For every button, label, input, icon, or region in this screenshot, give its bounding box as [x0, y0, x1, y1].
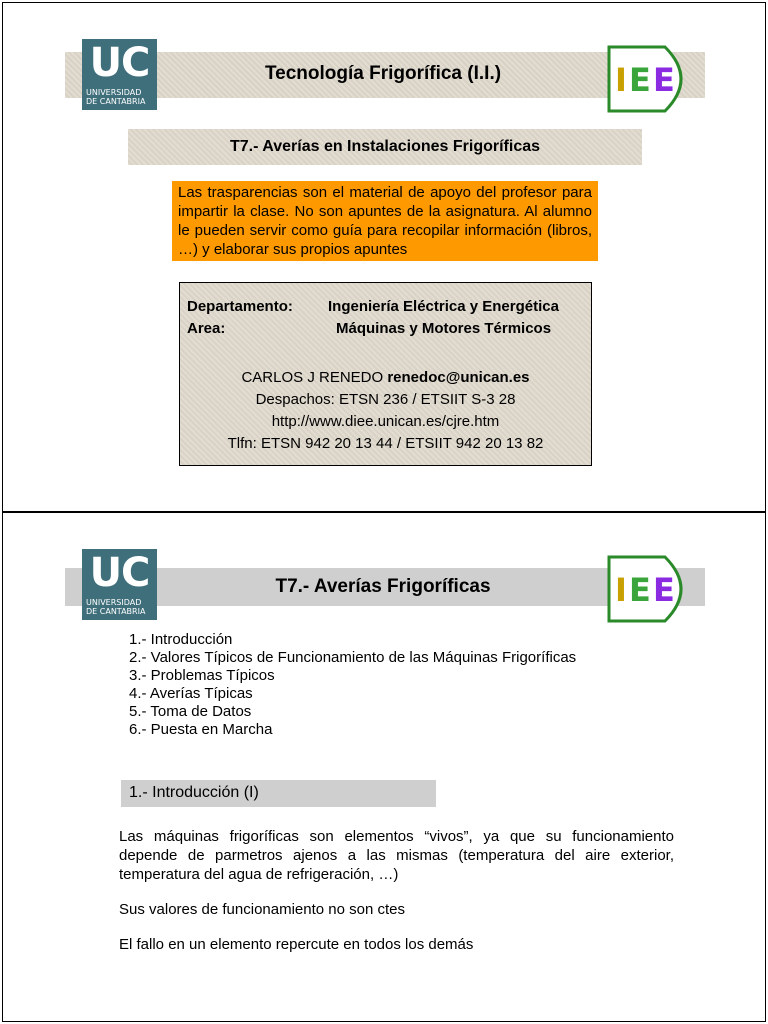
slide-title: Tecnología Frigorífica (I.I.) [264, 63, 502, 84]
toc-item: 6.- Puesta en Marcha [129, 721, 273, 738]
author-line [180, 369, 591, 386]
phone: Tlfn: ETSN 942 20 13 44 / ETSIIT 942 20 13 82 [227, 435, 544, 452]
svg-text:I: I [615, 61, 627, 99]
table-of-contents [129, 631, 649, 739]
uc-logo-text: UNIVERSIDAD DE CANTABRIA [86, 88, 146, 106]
section-heading: 1.- Introducción (I) [121, 780, 436, 807]
uc-logo [82, 549, 157, 620]
author-email[interactable]: renedoc@unican.es [387, 369, 530, 386]
slide-subtitle: T7.- Averías en Instalaciones Frigoríficas [229, 138, 541, 155]
toc-item: 1.- Introducción [129, 631, 233, 648]
dept-label: Departamento: [187, 298, 293, 315]
uc-logo [82, 39, 157, 110]
operating-values-paragraph: Sus valores de funcionamiento no son ctes [119, 901, 406, 918]
svg-text:I: I [615, 571, 627, 609]
website-link[interactable]: http://www.diee.unican.es/cjre.htm [271, 413, 500, 430]
area-value: Máquinas y Motores Térmicos [336, 320, 552, 337]
svg-text:E: E [629, 571, 651, 609]
uc-logo-mark: UC [89, 550, 150, 596]
author-name: CARLOS J RENEDO [241, 369, 388, 386]
notice-box: Las trasparencias son el material de apoyo del profesor para impartir la clase. No son apuntes de la asignatura. Al alumno le pueden servir como guía para recopilar información (libros, …) y elaborar sus propios apuntes [172, 181, 598, 261]
svg-text:E: E [653, 61, 675, 99]
department-box [179, 282, 592, 466]
iee-logo [607, 555, 699, 623]
dept-value: Ingeniería Eléctrica y Energética [328, 298, 559, 315]
toc-item: 4.- Averías Típicas [129, 685, 253, 702]
slide-title: T7.- Averías Frigoríficas [275, 576, 491, 597]
slide-2 [2, 512, 766, 1022]
toc-item: 5.- Toma de Datos [129, 703, 252, 720]
toc-item: 3.- Problemas Típicos [129, 667, 275, 684]
area-label: Area: [187, 320, 226, 337]
failure-paragraph: El fallo en un elemento repercute en todos los demás [119, 936, 474, 953]
iee-logo [607, 45, 699, 113]
intro-paragraph: Las máquinas frigoríficas son elementos “vivos”, ya que su funcionamiento depende de parmetros ajenos a las mismas (temperatura del aire exterior, temperatura del agua de refrigeración, …) [119, 828, 674, 883]
slide-1 [2, 2, 766, 512]
uc-logo-mark: UC [89, 40, 150, 86]
svg-text:E: E [653, 571, 675, 609]
uc-logo-text: UNIVERSIDAD DE CANTABRIA [86, 598, 146, 616]
toc-item: 2.- Valores Típicos de Funcionamiento de las Máquinas Frigoríficas [129, 649, 577, 666]
offices: Despachos: ETSN 236 / ETSIIT S-3 28 [255, 391, 516, 408]
svg-text:E: E [629, 61, 651, 99]
subtitle-box [128, 129, 642, 165]
